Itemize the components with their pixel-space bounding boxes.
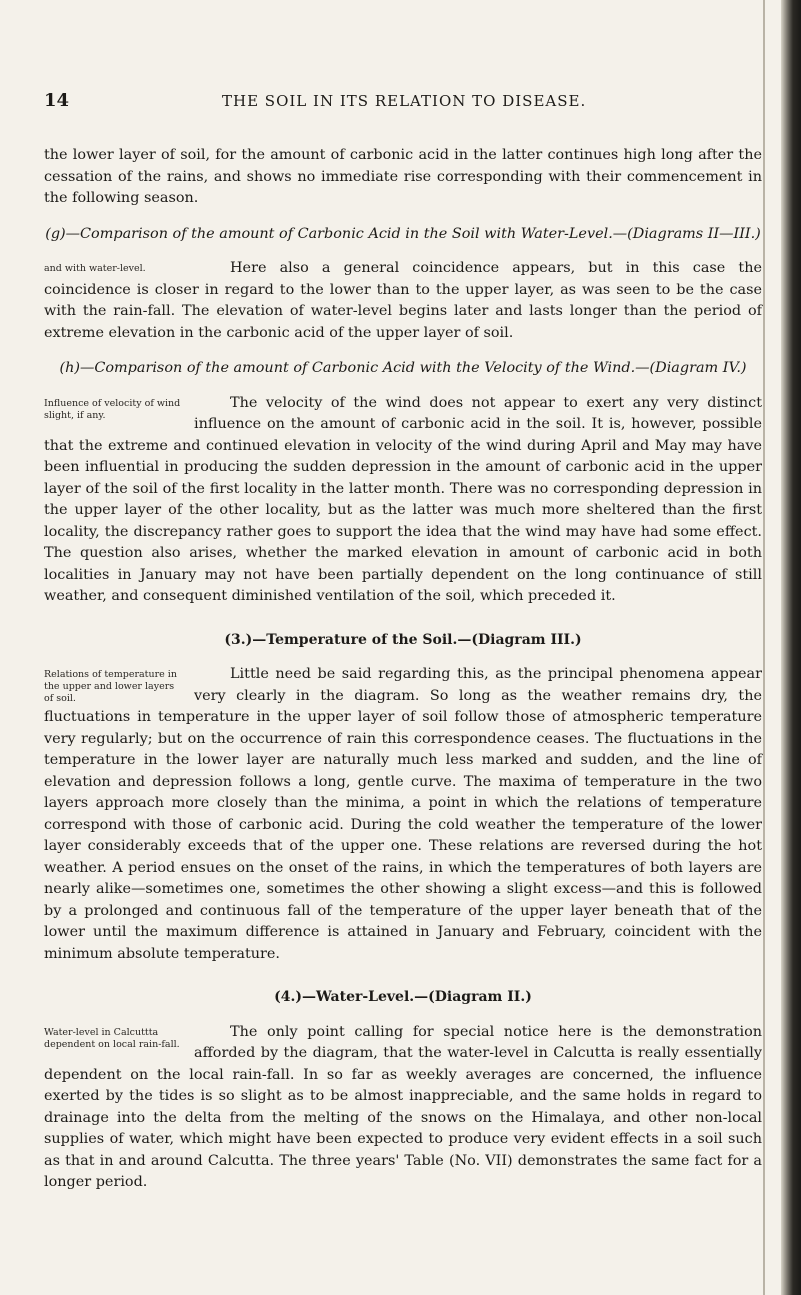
marginal-note: Water-level in Calcuttta dependent on local rain-fall. bbox=[44, 1026, 180, 1050]
section-4-body bbox=[44, 1022, 762, 1194]
page-edge-line bbox=[763, 0, 765, 1295]
section-g-text: Here also a general coincidence appears, but in this case the coincidence is closer in regard to the lower than to the upper layer, as was seen to be the case with the rain-fall. The elevation of water-level begins later and lasts longer than the period of extreme elevation in the carbonic acid of the upper layer of soil. bbox=[44, 260, 762, 341]
section-h-heading: (h)—Comparison of the amount of Carbonic Acid with the Velocity of the Wind.—(Diagram IV.) bbox=[59, 360, 747, 376]
section-h-body bbox=[44, 393, 762, 608]
section-g-body bbox=[44, 258, 762, 344]
section-g-heading: (g)—Comparison of the amount of Carbonic Acid in the Soil with Water-Level.—(Diagrams II—III.) bbox=[45, 225, 761, 242]
marginal-note: Influence of velocity of wind slight, if any. bbox=[44, 397, 181, 421]
running-title: THE SOIL IN ITS RELATION TO DISEASE. bbox=[222, 92, 587, 110]
paragraph-continuation: the lower layer of soil, for the amount of carbonic acid in the latter continues high long after the cessation of the rains, and shows no immediate rise corresponding with their commencement in the following season. bbox=[44, 147, 762, 206]
marginal-note: and with water-level. bbox=[44, 263, 146, 274]
page-number: 14 bbox=[44, 90, 70, 111]
section-3-body bbox=[44, 664, 762, 965]
marginal-note: Relations of temperature in the upper and lower layers of soil. bbox=[44, 669, 177, 704]
section-4-text: The only point calling for special notice here is the demonstration afforded by the diagram, that the water-level in Calcutta is really essentially dependent on the local rain-fall. In so far as weekly averages are concerned, the influence exerted by the tides is so slight as to be almost inappreciable, and the same holds in regard to drainage into the delta from the melting of the snows on the Himalaya, and other non-local supplies of water, which might have been expected to produce very evident effects in a soil such as that in and around Calcutta. The three years' Table (No. VII) demonstrates the same fact for a longer period. bbox=[44, 1023, 762, 1190]
body-text bbox=[44, 145, 762, 1194]
section-3-text: Little need be said regarding this, as the principal phenomena appear very clearly in the diagram. So long as the weather remains dry, the fluctuations in temperature in the upper layer of soil follow those of atmospheric temperature very regularly; but on the occurrence of rain this correspondence ceases. The fluctuations in the temperature in the lower layer are naturally much less marked and sudden, and the line of elevation and depression follows a long, gentle curve. The maxima of temperature in the two layers approach more closely than the minima, a point in which the relations of temperature correspond with those of carbonic acid. During the cold weather the temperature of the lower layer considerably exceeds that of the upper one. These relations are reversed during the hot weather. A period ensues on the onset of the rains, in which the temperatures of both layers are nearly alike—sometimes one, sometimes the other showing a slight excess—and this is followed by a prolonged and continuous fall of the temperature of the upper layer beneath that of the lower until the maximum difference is attained in January and February, coincident with the minimum absolute temperature. bbox=[44, 666, 762, 962]
section-4-heading: (4.)—Water-Level.—(Diagram II.) bbox=[274, 989, 532, 1005]
section-h-text: The velocity of the wind does not appear to exert any very distinct influence on the amount of carbonic acid in the soil. It is, however, possible that the extreme and continued elevation in velocity of the wind during April and May may have been influential in producing the sudden depression in the amount of carbonic acid in the upper layer of the soil of the first locality in the latter month. There was no corresponding depression in the upper layer of the other locality, but as the latter was much more sheltered than the first locality, the discrepancy rather goes to support the idea that the wind may have had some effect. The question also arises, whether the marked elevation in amount of carbonic acid in both localities in January may not have been partially dependent on the long continuance of still weather, and consequent diminished ventilation of the soil, which preceded it. bbox=[44, 394, 762, 604]
running-head bbox=[44, 90, 764, 114]
page-binding-edge bbox=[781, 0, 801, 1295]
section-3-heading: (3.)—Temperature of the Soil.—(Diagram III.) bbox=[224, 631, 582, 648]
